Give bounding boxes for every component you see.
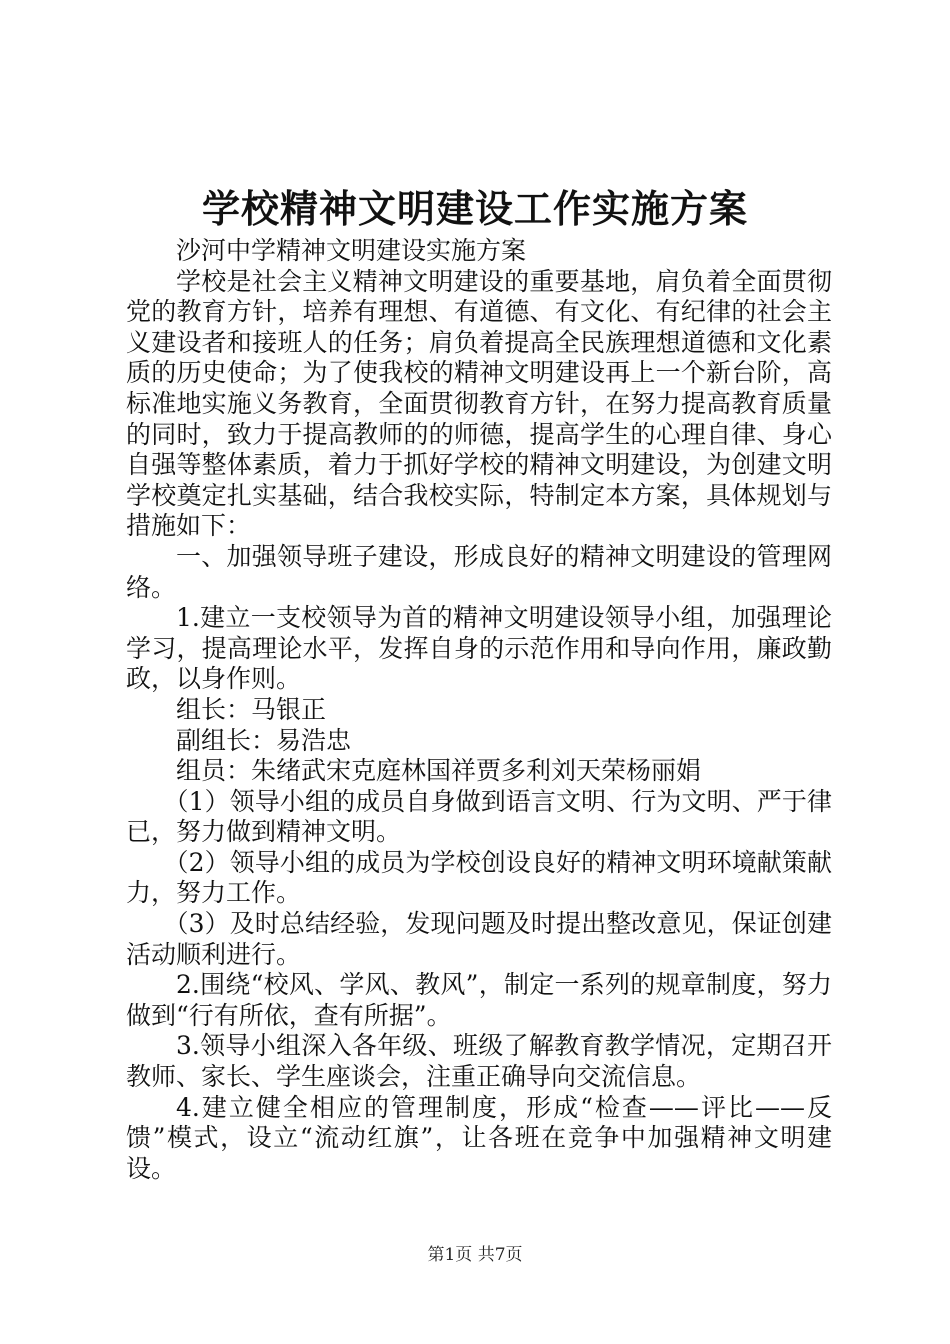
paragraph-item-3: 3.领导小组深入各年级、班级了解教育教学情况，定期召开教师、家长、学生座谈会，注重正确导向交流信息。 [126,1031,832,1092]
paragraph-subitem-1: （1）领导小组的成员自身做到语言文明、行为文明、严于律已，努力做到精神文明。 [126,786,832,847]
paragraph-members: 组员：朱绪武宋克庭林国祥贾多利刘天荣杨丽娟 [176,756,702,786]
paragraph-item-4: 4.建立健全相应的管理制度，形成“检查——评比——反馈”模式，设立“流动红旗”，让各班在竞争中加强精神文明建设。 [126,1092,832,1183]
paragraph-subitem-2: （2）领导小组的成员为学校创设良好的精神文明环境献策献力，努力工作。 [126,847,832,908]
paragraph-item-1: 1.建立一支校领导为首的精神文明建设领导小组，加强理论学习，提高理论水平，发挥自身的示范作用和导向作用，廉政勤政，以身作则。 [126,603,832,694]
document-body [126,236,832,1184]
paragraph-subtitle: 沙河中学精神文明建设实施方案 [176,236,527,265]
paragraph-leader: 组长：马银正 [176,694,327,724]
page-number-footer: 第1页 共7页 [427,1245,523,1265]
paragraph-deputy-leader: 副组长：易浩忠 [176,725,352,755]
document-title: 学校精神文明建设工作实施方案 [201,186,748,231]
paragraph-subitem-3: （3）及时总结经验，发现问题及时提出整改意见，保证创建活动顺利进行。 [126,909,832,969]
paragraph-intro: 学校是社会主义精神文明建设的重要基地，肩负着全面贯彻党的教育方针，培养有理想、有道德、有文化、有纪律的社会主义建设者和接班人的任务；肩负着提高全民族理想道德和文化素质的历史使命；为了使我校的精神文明建设再上一个新台阶，高标准地实施义务教育，全面贯彻教育方针，在努力提高教育质量的同时，致力于提高教师的的师德，提高学生的心理自律、身心自强等整体素质，着力于抓好学校的精神文明建设，为创建文明学校奠定扎实基础，结合我校实际，特制定本方案，具体规划与措施如下： [126,266,832,541]
paragraph-item-2: 2.围绕“校风、学风、教风”，制定一系列的规章制度，努力做到“行有所依，查有所据”。 [126,970,832,1030]
paragraph-section-1: 一、加强领导班子建设，形成良好的精神文明建设的管理网络。 [126,541,832,602]
